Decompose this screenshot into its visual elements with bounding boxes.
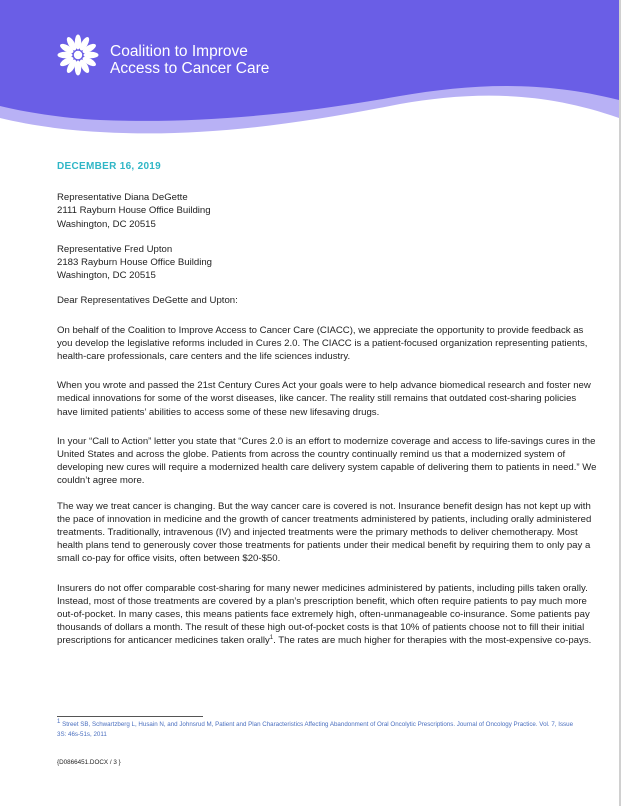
footnote-text: Street SB, Schwartzberg L, Husain N, and Johnsrud M, Patient and Plan Characteristics Affecting Abandonment of Oral Oncolytic Prescriptions. Journal of Oncology Practice. Vol. 7, Issue 3S: 46s-51s, 2011: [57, 721, 574, 738]
recipient-city: Washington, DC 20515: [57, 270, 156, 282]
recipient-name: Representative Diana DeGette: [57, 192, 188, 204]
paragraph-insurers: [57, 582, 597, 648]
footnote-reference[interactable]: 1: [269, 635, 274, 642]
letterhead-banner: [0, 0, 619, 150]
paragraph-call-to-action: In your “Call to Action” letter you state that “Cures 2.0 is an effort to modernize coverage and access to life-savings cures in the United States and across the globe. Patients from across the country continually remind us that a modernized system of developing new cures will require a modernized health care delivery system capable of delivering them to patients in need.” We couldn’t agree more.: [57, 435, 597, 487]
footnote: [57, 720, 577, 740]
paragraph-intro: On behalf of the Coalition to Improve Access to Cancer Care (CIACC), we appreciate the opportunity to provide feedback as you develop the legislative reforms included in Cures 2.0. The CIACC is a patient-focused organization representing patients, health-care professionals, care centers and the life sciences industry.: [57, 324, 588, 363]
document-id: {D0866451.DOCX / 3 }: [57, 759, 121, 766]
organization-name-line2: Access to Cancer Care: [110, 60, 270, 77]
letter-date: DECEMBER 16, 2019: [57, 161, 162, 172]
paragraph-insurers-text: Insurers do not offer comparable cost-sharing for many newer medicines administered by patients, including pills taken orally. Instead, most of those treatments are covered by a plan’s prescription benefit, which often require patients to pay much more out-of-pocket. In many cases, this means patients face extremely high, often-unmanageable co-insurance. Some patients pay thousands of dollars a month. The result of these high out-of-pocket costs is that 10% of patients choose not to fill their initial prescriptions for anticancer medicines taken orally: [57, 582, 590, 647]
footnote-number: 1: [57, 718, 61, 725]
recipient-street: 2111 Rayburn House Office Building: [57, 205, 211, 217]
paragraph-cures-act: When you wrote and passed the 21st Century Cures Act your goals were to help advance biomedical research and foster new medical innovations for some of the worst diseases, like cancer. The reality still remains that outdated cost-sharing policies have limited patients’ abilities to access some of these new lifesaving drugs.: [57, 380, 591, 418]
paragraph-treatment-changing: The way we treat cancer is changing. But the way cancer care is covered is not. Insurance benefit design has not kept up with the pace of innovation in medicine and the growth of cancer treatments administered by patients, including orally administered treatments. Traditionally, intravenous (IV) and injected treatments were the primary methods to deliver chemotherapy. Most health plans tend to generously cover those treatments for patients under their medical benefit by requiring them to only pay a small co-pay for office visits, often between $20-$50.: [57, 500, 592, 565]
recipient-name: Representative Fred Upton: [57, 243, 173, 255]
organization-name-line1: Coalition to Improve: [110, 43, 248, 60]
recipient-address-1: [57, 191, 597, 231]
recipient-street: 2183 Rayburn House Office Building: [57, 257, 213, 269]
recipient-address-2: [57, 243, 597, 283]
letter-body: [57, 160, 597, 664]
flower-logo-icon: [56, 33, 100, 77]
recipient-city: Washington, DC 20515: [57, 218, 156, 230]
footnote-divider: [57, 716, 203, 717]
organization-name: [110, 43, 269, 77]
paragraph-insurers-text-end: . The rates are much higher for therapies with the most-expensive co-pays.: [273, 635, 592, 647]
salutation: Dear Representatives DeGette and Upton:: [57, 295, 238, 307]
